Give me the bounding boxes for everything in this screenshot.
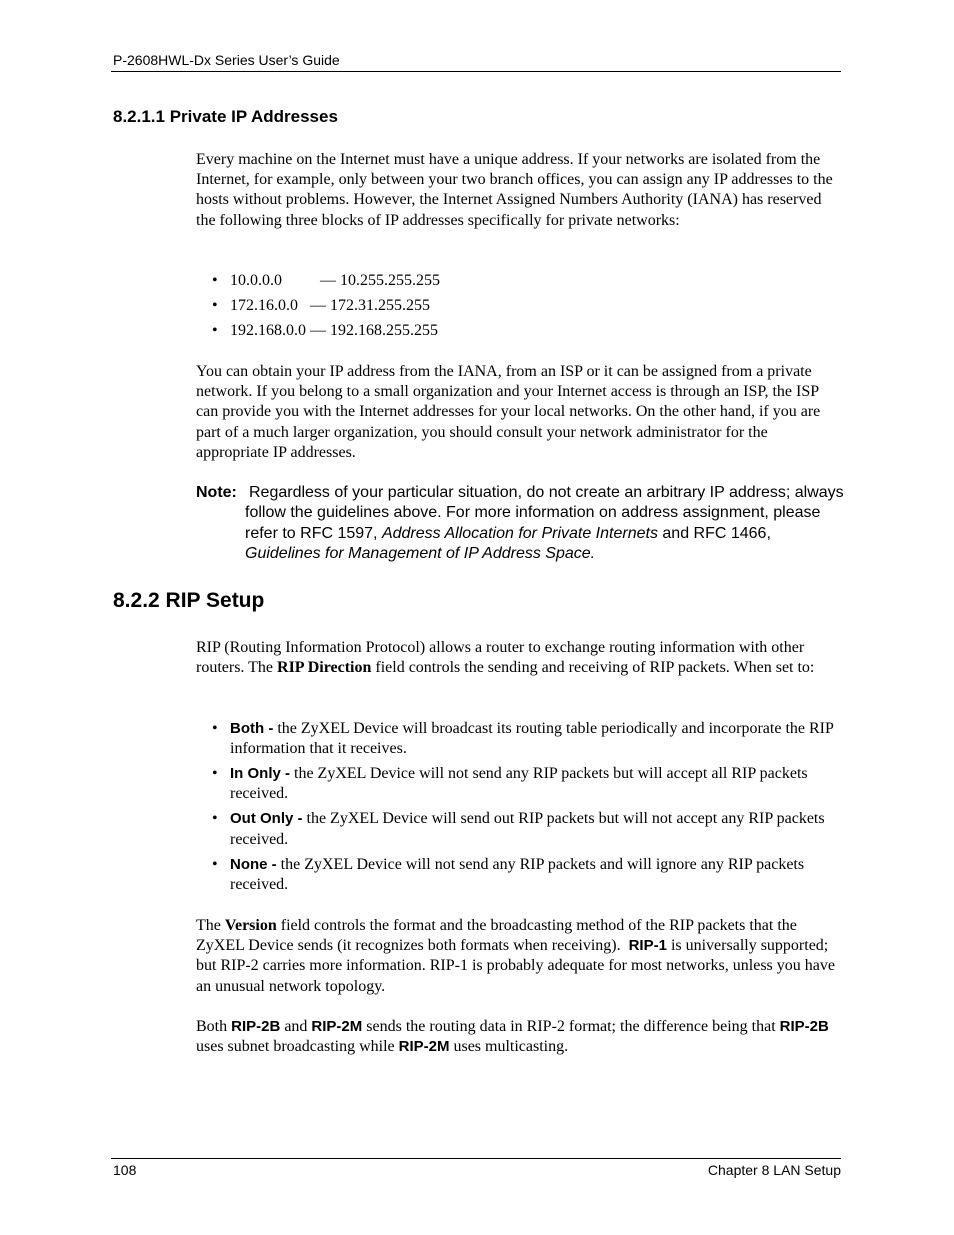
rfc1597-title: Address Allocation for Private Internets bbox=[381, 524, 658, 542]
version-paragraph: The Version field controls the format and the broadcasting method of the RIP packets that the ZyXEL Device sends (it recognizes both formats when receiving). RIP-1 is universally supported; but RIP-2 carries more information. RIP-1 is probably adequate for most networks, unless you have an unusual network topology. bbox=[196, 917, 835, 995]
option-desc: the ZyXEL Device will broadcast its routing table periodically and incorporate the RIP information that it receives. bbox=[230, 720, 834, 758]
option-desc: the ZyXEL Device will not send any RIP packets and will ignore any RIP packets received. bbox=[230, 855, 805, 893]
private-ip-intro: Every machine on the Internet must have a unique address. If your networks are isolated from the Internet, for example, only between your two branch offices, you can assign any IP addresses to the hosts without problems. However, the Internet Assigned Numbers Authority (IANA) has reserved the following three blocks of IP addresses specifically for private networks: bbox=[196, 151, 833, 229]
running-header: P-2608HWL-Dx Series User’s Guide bbox=[113, 52, 340, 68]
rip-intro: RIP (Routing Information Protocol) allows a router to exchange routing information with other routers. The RIP Direction field controls the sending and receiving of RIP packets. When set to: bbox=[196, 639, 815, 677]
list-item: • 10.0.0.0 — 10.255.255.255 bbox=[212, 272, 440, 289]
subsection-heading: 8.2.1.1 Private IP Addresses bbox=[113, 107, 338, 126]
note-label: Note: bbox=[196, 484, 237, 501]
rfc1466-title: Guidelines for Management of IP Address Space. bbox=[245, 544, 596, 562]
rip2b-term: RIP-2B bbox=[231, 1018, 281, 1035]
range-end: 172.31.255.255 bbox=[330, 297, 430, 314]
ip-range-list bbox=[196, 271, 842, 346]
footer-rule bbox=[111, 1158, 841, 1159]
rip-direction-list bbox=[196, 719, 842, 900]
rip2m-term: RIP-2M bbox=[398, 1038, 450, 1056]
section-heading: 8.2.2 RIP Setup bbox=[113, 589, 265, 612]
range-start: 10.0.0.0 bbox=[230, 272, 282, 289]
range-end: 10.255.255.255 bbox=[340, 272, 440, 289]
note-body: Regardless of your particular situation, do not create an arbitrary IP address; always follow the guidelines above. For more information on address assignment, please refer to RFC 1597, Address Allocation for Private Internets and RFC 1466, Guidelines for Management of IP Address Space. bbox=[245, 484, 844, 562]
list-item: • 192.168.0.0 — 192.168.255.255 bbox=[212, 322, 438, 339]
rip2b-term: RIP-2B bbox=[779, 1018, 829, 1035]
rip-direction-term: RIP Direction bbox=[277, 659, 372, 677]
option-desc: the ZyXEL Device will not send any RIP packets but will accept all RIP packets received. bbox=[230, 765, 808, 803]
rip1-term: RIP-1 bbox=[628, 937, 667, 955]
range-end: 192.168.255.255 bbox=[330, 322, 438, 339]
rip2m-term: RIP-2M bbox=[311, 1018, 363, 1035]
range-sep: — bbox=[310, 322, 326, 339]
rip2-paragraph: Both RIP-2B and RIP-2M sends the routing data in RIP-2 format; the difference being that RIP-2B uses subnet broadcasting while RIP-2M uses multicasting. bbox=[196, 1018, 829, 1056]
obtain-ip-paragraph: You can obtain your IP address from the IANA, from an ISP or it can be assigned from a private network. If you belong to a small organization and your Internet access is through an ISP, the ISP can provide you with the Internet addresses for your local networks. On the other hand, if you are part of a much larger organization, you should consult your network administrator for the appropriate IP addresses. bbox=[196, 363, 821, 461]
option-term: Both - bbox=[230, 720, 274, 737]
range-start: 192.168.0.0 bbox=[230, 322, 306, 339]
range-sep: — bbox=[320, 272, 336, 289]
list-item: • In Only - the ZyXEL Device will not send any RIP packets but will accept all RIP packets received. bbox=[212, 765, 808, 803]
header-rule bbox=[111, 71, 841, 72]
page-number: 108 bbox=[113, 1162, 137, 1178]
list-item: • Out Only - the ZyXEL Device will send out RIP packets but will not accept any RIP packets received. bbox=[212, 810, 825, 848]
list-item: • Both - the ZyXEL Device will broadcast its routing table periodically and incorporate the RIP information that it receives. bbox=[212, 720, 834, 758]
option-term: None - bbox=[230, 855, 277, 873]
option-term: In Only - bbox=[230, 765, 290, 783]
range-start: 172.16.0.0 bbox=[230, 297, 298, 314]
option-term: Out Only - bbox=[230, 810, 303, 828]
range-sep: — bbox=[310, 297, 326, 314]
version-term: Version bbox=[224, 917, 277, 934]
list-item: • 172.16.0.0 — 172.31.255.255 bbox=[212, 297, 430, 314]
note-block bbox=[196, 483, 846, 564]
option-desc: the ZyXEL Device will send out RIP packets but will not accept any RIP packets received. bbox=[230, 810, 825, 848]
chapter-label: Chapter 8 LAN Setup bbox=[707, 1162, 841, 1178]
list-item: • None - the ZyXEL Device will not send any RIP packets and will ignore any RIP packets received. bbox=[212, 855, 805, 893]
